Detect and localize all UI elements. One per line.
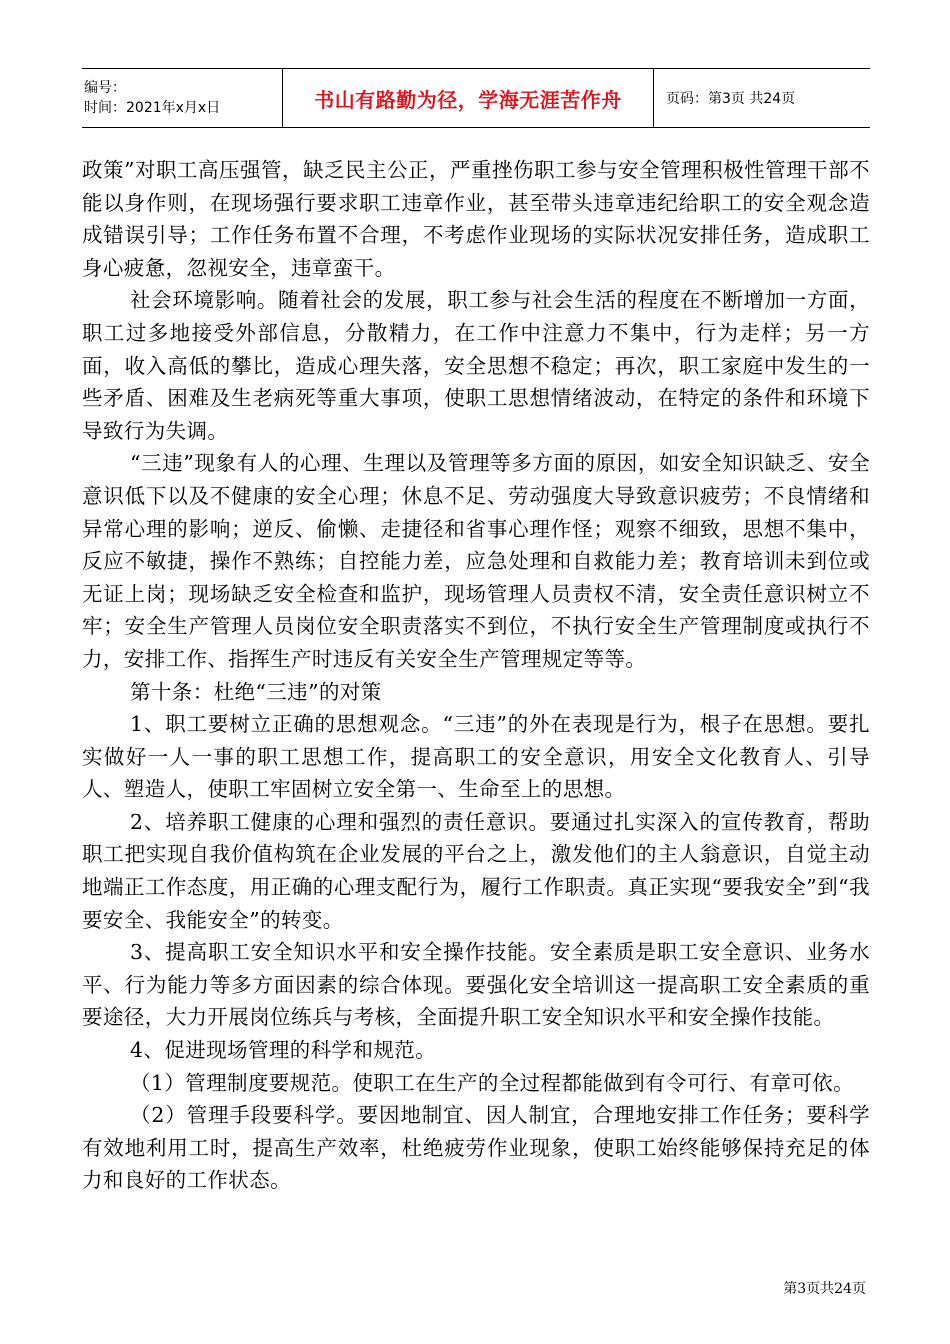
document-number: 编号： [84,80,126,96]
paragraph: 3、提高职工安全知识水平和安全操作技能。安全素质是职工安全意识、业务水平、行为能力等多方面因素的综合体现。要强化安全培训这一提高职工安全素质的重要途径，大力开展岗位练兵与考核，全面提升职工安全知识水平和安全操作技能。 [82,940,870,1030]
header-motto-cell [282,69,654,127]
paragraph: “三违”现象有人的心理、生理以及管理等多方面的原因，如安全知识缺乏、安全意识低下以及不健康的安全心理；休息不足、劳动强度大导致意识疲劳；不良情绪和异常心理的影响；逆反、偷懒、走捷径和省事心理作怪；观察不细致，思想不集中，反应不敏捷，操作不熟练；自控能力差，应急处理和自救能力差；教育培训未到位或无证上岗；现场缺乏安全检查和监护，现场管理人员责权不清，安全责任意识树立不牢；安全生产管理人员岗位安全职责落实不到位，不执行安全生产管理制度或执行不力，安排工作、指挥生产时违反有关安全生产管理规定等等。 [82,451,870,671]
paragraph: 2、培养职工健康的心理和强烈的责任意识。要通过扎实深入的宣传教育，帮助职工把实现自我价值构筑在企业发展的平台之上，激发他们的主人翁意识，自觉主动地端正工作态度，用正确的心理支配行为，履行工作职责。真正实现“要我安全”到“我要安全、我能安全”的转变。 [82,809,870,932]
section-heading: 第十条：杜绝“三违”的对策 [130,679,382,704]
header-page-cell [654,69,870,127]
paragraph: 社会环境影响。随着社会的发展，职工参与社会生活的程度在不断增加一方面，职工过多地接受外部信息，分散精力，在工作中注意力不集中，行为走样；另一方面，收入高低的攀比，造成心理失落，安全思想不稳定；再次，职工家庭中发生的一些矛盾、困难及生老病死等重大事项，使职工思想情绪波动，在特定的条件和环境下导致行为失调。 [82,288,870,443]
document-body [82,154,870,1197]
paragraph: 政策”对职工高压强管，缺乏民主公正，严重挫伤职工参与安全管理积极性管理干部不能以身作则，在现场强行要求职工违章作业，甚至带头违章违纪给职工的安全观念造成错误引导；工作任务布置不合理，不考虑作业现场的实际状况安排任务，造成职工身心疲惫，忽视安全，违章蛮干。 [82,158,870,280]
paragraph: （1）管理制度要规范。使职工在生产的全过程都能做到有令可行、有章可依。 [130,1070,855,1095]
header-motto: 书山有路勤为径，学海无涯苦作舟 [314,87,622,112]
page-footer: 第3页共24页 [783,1281,866,1297]
header-page-number: 页码：第3页 共24页 [666,91,796,107]
paragraph: 4、促进现场管理的科学和规范。 [130,1038,437,1063]
document-date: 时间：2021年x月x日 [84,100,221,116]
page-header [82,68,870,128]
paragraph: 1、职工要树立正确的思想观念。“三违”的外在表现是行为，根子在思想。要扎实做好一人一事的职工思想工作，提高职工的安全意识，用安全文化教育人、引导人、塑造人，使职工牢固树立安全第一、生命至上的思想。 [82,712,870,802]
paragraph: （2）管理手段要科学。要因地制宜、因人制宜，合理地安排工作任务；要科学有效地利用工时，提高生产效率，杜绝疲劳作业现象，使职工始终能够保持充足的体力和良好的工作状态。 [82,1103,870,1193]
header-meta [82,69,282,127]
